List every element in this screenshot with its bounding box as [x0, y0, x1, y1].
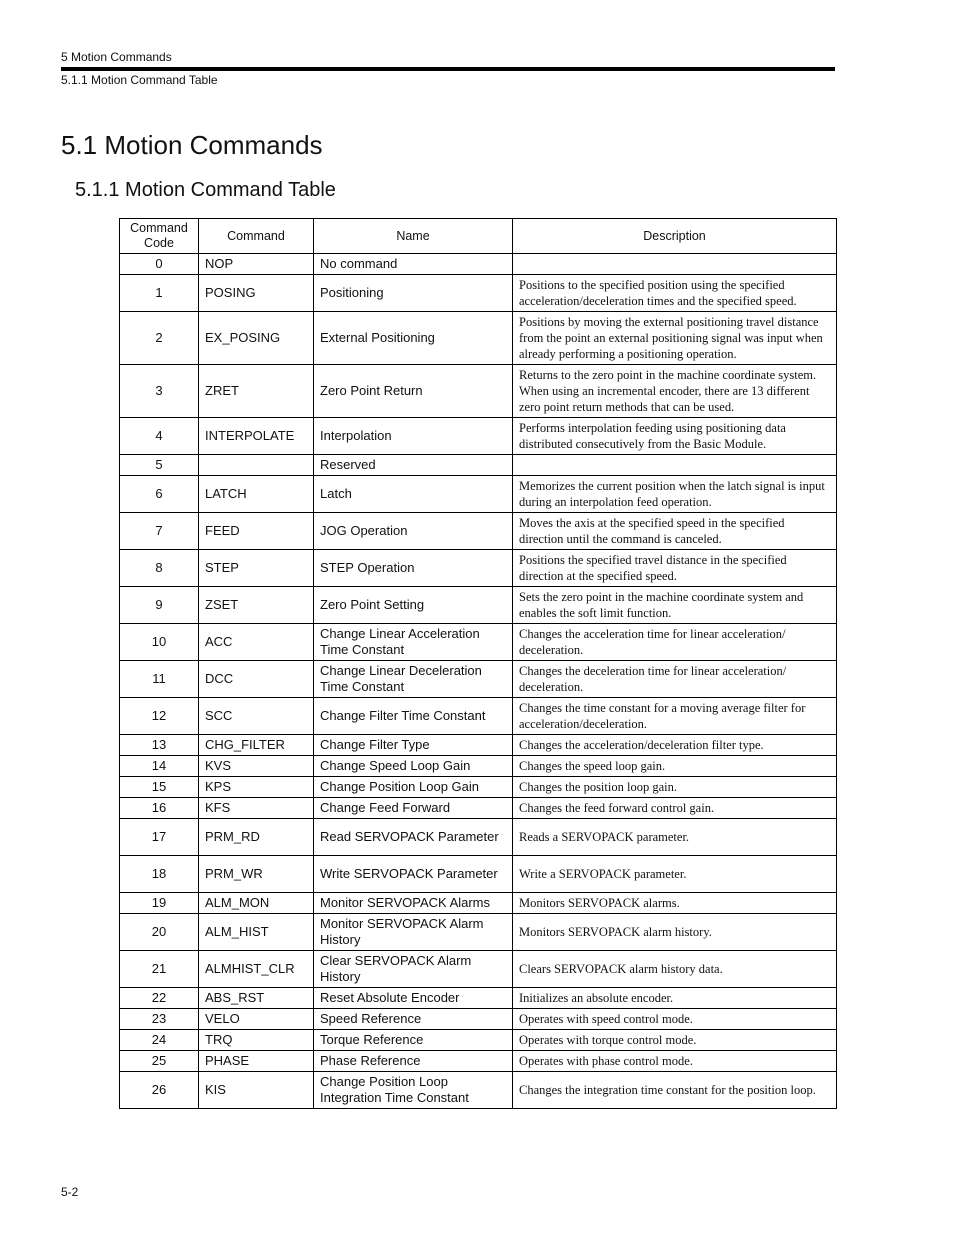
cell-name: No command [314, 254, 513, 275]
cell-command: KPS [199, 777, 314, 798]
cell-description: Changes the deceleration time for linear acceleration/ deceleration. [513, 661, 837, 698]
cell-description [513, 455, 837, 476]
cell-code: 19 [120, 893, 199, 914]
cell-name: Zero Point Return [314, 365, 513, 418]
cell-code: 25 [120, 1051, 199, 1072]
cell-description: Operates with phase control mode. [513, 1051, 837, 1072]
table-row [120, 455, 837, 476]
cell-command: ABS_RST [199, 988, 314, 1009]
table-row [120, 756, 837, 777]
column-header-description: Description [513, 219, 837, 254]
cell-name: Reserved [314, 455, 513, 476]
cell-command: PRM_RD [199, 819, 314, 856]
cell-name: Phase Reference [314, 1051, 513, 1072]
cell-description: Positions to the specified position using the specified acceleration/deceleration times and the specified speed. [513, 275, 837, 312]
cell-code: 13 [120, 735, 199, 756]
cell-code: 17 [120, 819, 199, 856]
running-header-chapter: 5 Motion Commands [61, 50, 172, 64]
table-row [120, 1009, 837, 1030]
cell-code: 9 [120, 587, 199, 624]
table-row [120, 254, 837, 275]
cell-command: ZRET [199, 365, 314, 418]
cell-code: 23 [120, 1009, 199, 1030]
cell-description: Write a SERVOPACK parameter. [513, 856, 837, 893]
table-row [120, 698, 837, 735]
table-row [120, 312, 837, 365]
cell-command: TRQ [199, 1030, 314, 1051]
cell-description [513, 254, 837, 275]
page-title: 5.1 Motion Commands [61, 130, 323, 160]
cell-code: 26 [120, 1072, 199, 1109]
table-row [120, 856, 837, 893]
table-row [120, 893, 837, 914]
cell-code: 10 [120, 624, 199, 661]
cell-description: Changes the time constant for a moving average filter for acceleration/deceleration. [513, 698, 837, 735]
column-header-name: Name [314, 219, 513, 254]
cell-command: ZSET [199, 587, 314, 624]
cell-name: Interpolation [314, 418, 513, 455]
cell-description: Sets the zero point in the machine coordinate system and enables the soft limit function. [513, 587, 837, 624]
table-row [120, 550, 837, 587]
cell-code: 14 [120, 756, 199, 777]
table-row [120, 798, 837, 819]
table-row [120, 275, 837, 312]
cell-name: Speed Reference [314, 1009, 513, 1030]
column-header-code: Command Code [120, 219, 199, 254]
cell-description: Memorizes the current position when the latch signal is input during an interpolation feed operation. [513, 476, 837, 513]
cell-code: 1 [120, 275, 199, 312]
cell-command: LATCH [199, 476, 314, 513]
cell-name: Write SERVOPACK Parameter [314, 856, 513, 893]
column-header-command: Command [199, 219, 314, 254]
table-body [120, 254, 837, 1109]
cell-command: KIS [199, 1072, 314, 1109]
cell-name: Change Linear Deceleration Time Constant [314, 661, 513, 698]
table-row [120, 735, 837, 756]
table-row [120, 365, 837, 418]
cell-command: PHASE [199, 1051, 314, 1072]
cell-description: Changes the position loop gain. [513, 777, 837, 798]
cell-description: Operates with torque control mode. [513, 1030, 837, 1051]
cell-description: Changes the speed loop gain. [513, 756, 837, 777]
table-row [120, 819, 837, 856]
table-row [120, 587, 837, 624]
cell-name: Change Filter Type [314, 735, 513, 756]
cell-name: Change Linear Acceleration Time Constant [314, 624, 513, 661]
cell-name: External Positioning [314, 312, 513, 365]
cell-description: Performs interpolation feeding using positioning data distributed consecutively from the Basic Module. [513, 418, 837, 455]
cell-code: 7 [120, 513, 199, 550]
table-row [120, 1030, 837, 1051]
table-row [120, 1051, 837, 1072]
cell-description: Monitors SERVOPACK alarm history. [513, 914, 837, 951]
cell-name: STEP Operation [314, 550, 513, 587]
table-row [120, 661, 837, 698]
table-row [120, 1072, 837, 1109]
cell-description: Moves the axis at the specified speed in the specified direction until the command is canceled. [513, 513, 837, 550]
cell-name: Change Position Loop Gain [314, 777, 513, 798]
section-title: 5.1.1 Motion Command Table [75, 179, 336, 201]
cell-command: SCC [199, 698, 314, 735]
cell-code: 3 [120, 365, 199, 418]
cell-name: Positioning [314, 275, 513, 312]
table-row [120, 476, 837, 513]
cell-description: Reads a SERVOPACK parameter. [513, 819, 837, 856]
motion-command-table [119, 218, 837, 1109]
cell-code: 6 [120, 476, 199, 513]
cell-command: VELO [199, 1009, 314, 1030]
cell-code: 2 [120, 312, 199, 365]
cell-command: CHG_FILTER [199, 735, 314, 756]
cell-command: DCC [199, 661, 314, 698]
cell-name: Torque Reference [314, 1030, 513, 1051]
cell-code: 12 [120, 698, 199, 735]
table-row [120, 624, 837, 661]
cell-code: 4 [120, 418, 199, 455]
cell-command: INTERPOLATE [199, 418, 314, 455]
cell-code: 24 [120, 1030, 199, 1051]
cell-name: Change Feed Forward [314, 798, 513, 819]
cell-name: Zero Point Setting [314, 587, 513, 624]
header-rule [61, 67, 835, 71]
table-row [120, 418, 837, 455]
cell-command: POSING [199, 275, 314, 312]
cell-command: ALM_MON [199, 893, 314, 914]
cell-code: 0 [120, 254, 199, 275]
table-row [120, 951, 837, 988]
cell-command: NOP [199, 254, 314, 275]
cell-name: Reset Absolute Encoder [314, 988, 513, 1009]
table-row [120, 914, 837, 951]
cell-code: 5 [120, 455, 199, 476]
cell-description: Clears SERVOPACK alarm history data. [513, 951, 837, 988]
cell-command: PRM_WR [199, 856, 314, 893]
cell-name: Change Position Loop Integration Time Constant [314, 1072, 513, 1109]
cell-command: KFS [199, 798, 314, 819]
cell-name: Monitor SERVOPACK Alarms [314, 893, 513, 914]
cell-description: Changes the feed forward control gain. [513, 798, 837, 819]
cell-name: Read SERVOPACK Parameter [314, 819, 513, 856]
cell-code: 15 [120, 777, 199, 798]
cell-description: Operates with speed control mode. [513, 1009, 837, 1030]
page-number: 5-2 [61, 1185, 79, 1199]
cell-description: Returns to the zero point in the machine coordinate system. When using an incremental encoder, there are 13 different zero point return methods that can be used. [513, 365, 837, 418]
cell-command: ALMHIST_CLR [199, 951, 314, 988]
cell-command [199, 455, 314, 476]
cell-code: 22 [120, 988, 199, 1009]
running-header-section: 5.1.1 Motion Command Table [61, 73, 218, 87]
cell-description: Positions by moving the external positioning travel distance from the point an external positioning signal was input when already performing a positioning operation. [513, 312, 837, 365]
table-header-row [120, 219, 837, 254]
table-row [120, 988, 837, 1009]
cell-code: 11 [120, 661, 199, 698]
cell-code: 8 [120, 550, 199, 587]
cell-command: ALM_HIST [199, 914, 314, 951]
cell-name: Clear SERVOPACK Alarm History [314, 951, 513, 988]
table-row [120, 513, 837, 550]
cell-command: KVS [199, 756, 314, 777]
cell-description: Positions the specified travel distance in the specified direction at the specified speed. [513, 550, 837, 587]
cell-code: 16 [120, 798, 199, 819]
cell-description: Monitors SERVOPACK alarms. [513, 893, 837, 914]
table-row [120, 777, 837, 798]
cell-description: Changes the integration time constant for the position loop. [513, 1072, 837, 1109]
cell-code: 20 [120, 914, 199, 951]
cell-code: 18 [120, 856, 199, 893]
cell-name: Change Speed Loop Gain [314, 756, 513, 777]
cell-name: Change Filter Time Constant [314, 698, 513, 735]
cell-description: Changes the acceleration/deceleration filter type. [513, 735, 837, 756]
cell-name: JOG Operation [314, 513, 513, 550]
cell-command: FEED [199, 513, 314, 550]
cell-code: 21 [120, 951, 199, 988]
cell-description: Changes the acceleration time for linear acceleration/ deceleration. [513, 624, 837, 661]
cell-description: Initializes an absolute encoder. [513, 988, 837, 1009]
cell-name: Monitor SERVOPACK Alarm History [314, 914, 513, 951]
cell-command: STEP [199, 550, 314, 587]
cell-command: ACC [199, 624, 314, 661]
cell-name: Latch [314, 476, 513, 513]
cell-command: EX_POSING [199, 312, 314, 365]
